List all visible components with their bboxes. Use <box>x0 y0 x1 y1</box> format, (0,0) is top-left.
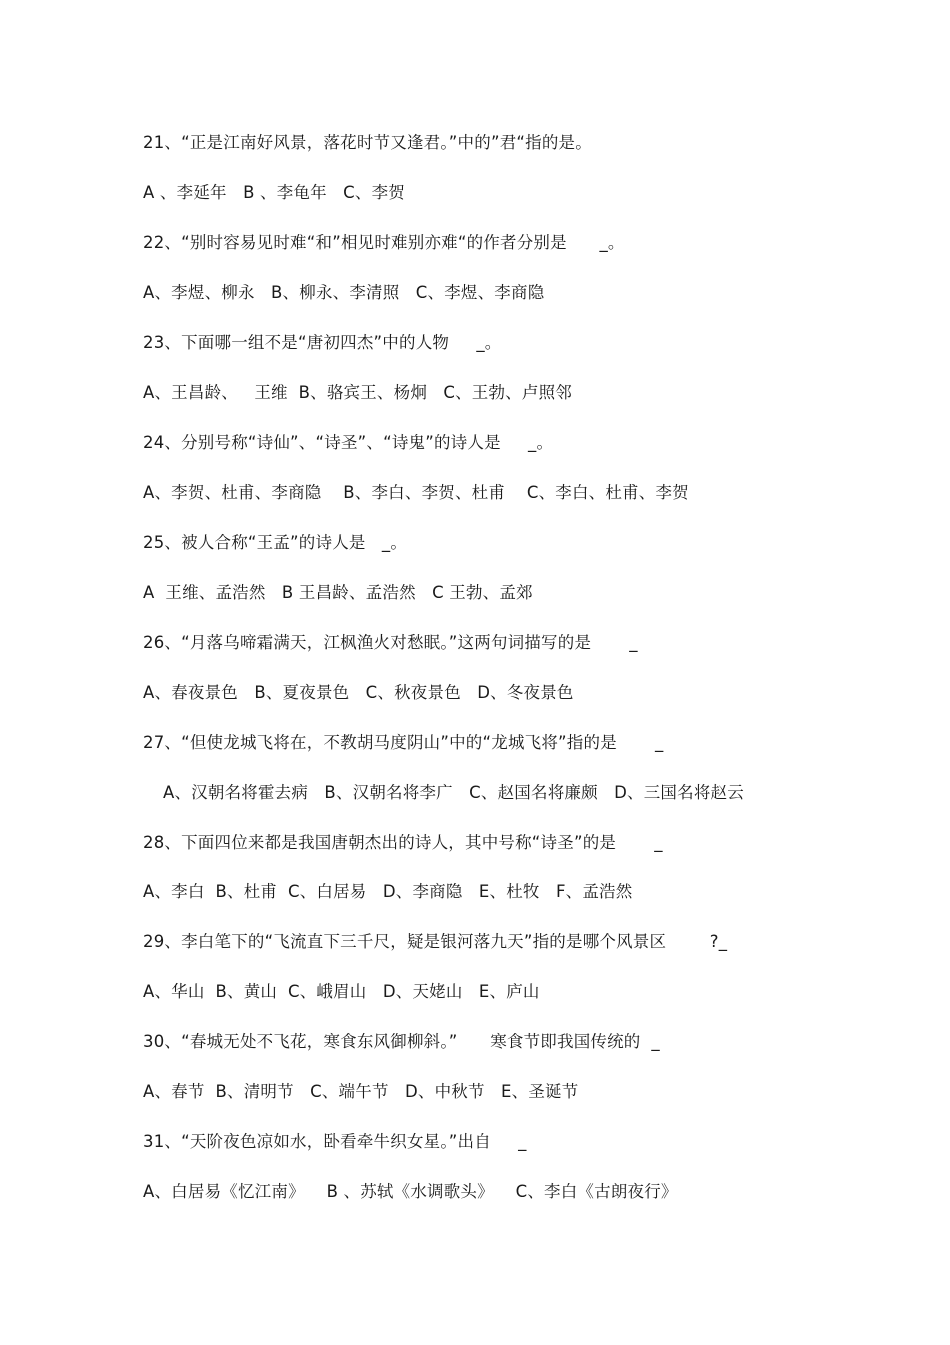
question-25: 25、被人合称“王孟”的诗人是 _。 <box>143 533 408 552</box>
options-23: A、王昌龄、 王维 B、骆宾王、杨炯 C、王勃、卢照邻 <box>143 383 572 402</box>
options-25: A 王维、孟浩然 B 王昌龄、孟浩然 C 王勃、孟郊 <box>143 583 533 602</box>
question-27: 27、“但使龙城飞将在，不教胡马度阴山”中的“龙城飞将”指的是 _ <box>143 733 664 752</box>
question-23: 23、下面哪一组不是“唐初四杰”中的人物 _。 <box>143 333 502 352</box>
options-24: A、李贺、杜甫、李商隐 B、李白、李贺、杜甫 C、李白、杜甫、李贺 <box>143 483 689 502</box>
options-22: A、李煜、柳永 B、柳永、李清照 C、李煜、李商隐 <box>143 283 545 302</box>
options-28: A、李白 B、杜甫 C、白居易 D、李商隐 E、杜牧 F、孟浩然 <box>143 882 633 901</box>
options-30: A、春节 B、清明节 C、端午节 D、中秋节 E、圣诞节 <box>143 1082 579 1101</box>
question-28: 28、下面四位来都是我国唐朝杰出的诗人，其中号称“诗圣”的是 _ <box>143 833 663 852</box>
options-21: A 、李延年 B 、李龟年 C、李贺 <box>143 183 405 202</box>
options-27: A、汉朝名将霍去病 B、汉朝名将李广 C、赵国名将廉颇 D、三国名将赵云 <box>163 783 744 802</box>
question-24: 24、分别号称“诗仙”、“诗圣”、“诗鬼”的诗人是 _。 <box>143 433 554 452</box>
question-31: 31、“天阶夜色凉如水，卧看牵牛织女星。”出自 _ <box>143 1132 527 1151</box>
options-31: A、白居易《忆江南》 B 、苏轼《水调歌头》 C、李白《古朗夜行》 <box>143 1182 678 1201</box>
question-30: 30、“春城无处不飞花，寒食东风御柳斜。” 寒食节即我国传统的 _ <box>143 1032 660 1051</box>
question-29: 29、李白笔下的“飞流直下三千尺，疑是银河落九天”指的是哪个风景区 ?_ <box>143 932 728 951</box>
question-22: 22、“别时容易见时难“和”相见时难别亦难“的作者分别是 _。 <box>143 233 625 252</box>
options-29: A、华山 B、黄山 C、峨眉山 D、天姥山 E、庐山 <box>143 982 540 1001</box>
options-26: A、春夜景色 B、夏夜景色 C、秋夜景色 D、冬夜景色 <box>143 683 574 702</box>
question-21: 21、“正是江南好风景，落花时节又逢君。”中的”君“指的是。 <box>143 133 592 152</box>
question-26: 26、“月落乌啼霜满天，江枫渔火对愁眠。”这两句词描写的是 _ <box>143 633 638 652</box>
